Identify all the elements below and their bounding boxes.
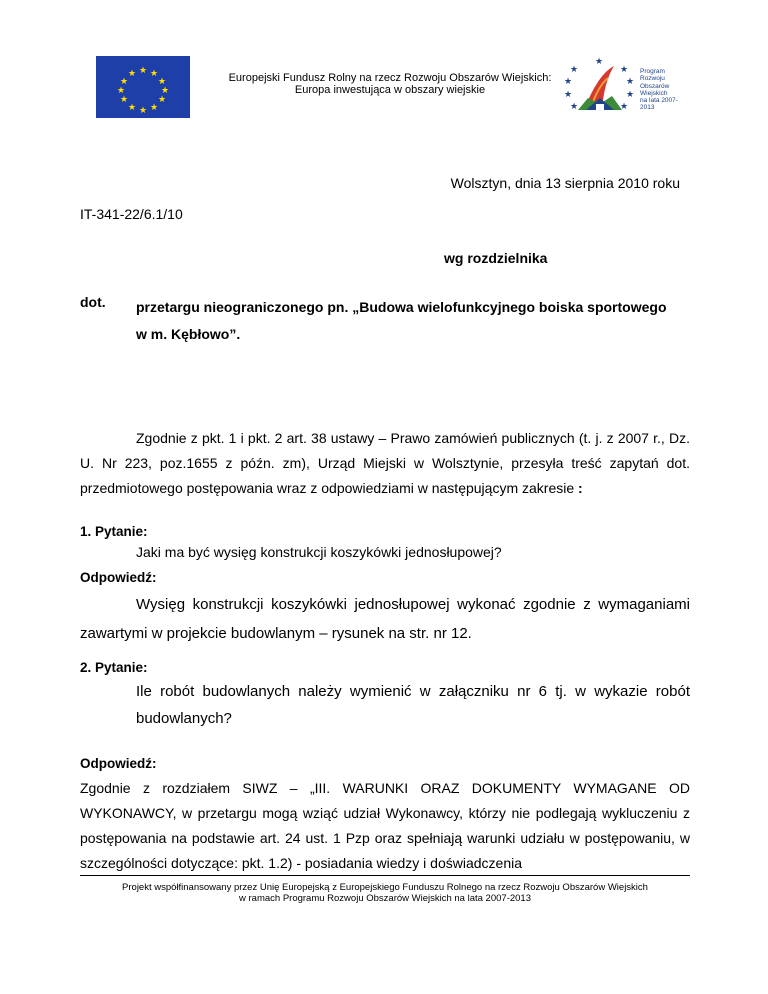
svg-text:★: ★	[157, 95, 167, 105]
eu-stars-icon	[96, 56, 190, 118]
eafrd-header	[195, 72, 585, 96]
svg-text:★: ★	[569, 102, 579, 112]
prow-line-rozwoju	[640, 75, 690, 82]
reference-number: IT-341-22/6.1/10	[80, 206, 183, 222]
svg-text:★: ★	[119, 77, 129, 87]
question-1-label: 1. Pytanie:	[80, 524, 148, 539]
answer-2-label: Odpowiedź:	[80, 756, 157, 771]
svg-text:★: ★	[619, 65, 629, 75]
question-2-label: 2. Pytanie:	[80, 660, 148, 675]
prow-line-3: Wiejskich	[640, 89, 668, 97]
svg-text:★: ★	[594, 57, 604, 67]
subject-label: dot.	[80, 294, 106, 310]
subject-line-2: w m. Kębłowo”.	[136, 326, 241, 342]
svg-text:★: ★	[619, 102, 629, 112]
prow-line-0: Program	[640, 68, 665, 75]
answer-2-text: Zgodnie z rozdziałem SIWZ – „III. WARUNKI ORAZ DOKUMENTY WYMAGANE OD WYKONAWCY, w przetargu mogą wziąć udział Wykonawcy, którzy nie podlegają wykluczeniu z postępowania na podstawie art. 24 ust. 1 Pzp oraz spełniają warunki udziału w postępowaniu, w szczególności dotyczące: pkt. 1.2) - posiadania wiedzy i doświadczenia	[80, 780, 690, 871]
eu-flag-logo	[96, 56, 190, 118]
svg-text:★: ★	[569, 65, 579, 75]
eafrd-header-line1: Europejski Fundusz Rolny na rzecz Rozwoju Obszarów Wiejskich:	[228, 72, 552, 84]
svg-text:★: ★	[127, 103, 137, 113]
prow-line-program	[640, 68, 690, 75]
eafrd-header-line2: Europa inwestująca w obszary wiejskie	[294, 84, 486, 96]
svg-text:★: ★	[149, 103, 159, 113]
svg-text:★: ★	[625, 77, 635, 87]
footer	[80, 882, 690, 904]
footer-divider	[80, 875, 690, 876]
subject-line-1: przetargu nieograniczonego pn. „Budowa wielofunkcyjnego boiska sportowego	[136, 299, 667, 315]
svg-text:★: ★	[138, 66, 148, 76]
prow-line-years	[640, 97, 690, 112]
svg-text:★: ★	[563, 90, 573, 100]
answer-1-label: Odpowiedź:	[80, 570, 157, 585]
prow-line-obszarow	[640, 83, 690, 90]
answer-1-text	[80, 590, 690, 648]
letter-date: Wolsztyn, dnia 13 sierpnia 2010 roku	[450, 175, 680, 191]
prow-line-wiejskich	[640, 90, 690, 97]
question-2-text: Ile robót budowlanych należy wymienić w załączniku nr 6 tj. w wykazie robót budowlanych?	[136, 683, 690, 727]
intro-colon: :	[578, 480, 583, 496]
prow-line-2: Obszarów	[640, 82, 670, 90]
svg-text:★: ★	[119, 95, 129, 105]
svg-text:★: ★	[138, 106, 148, 116]
svg-text:★: ★	[157, 77, 167, 87]
svg-text:★: ★	[563, 77, 573, 87]
answer-1-body: Wysięg konstrukcji koszykówki jednosłupowej wykonać zgodnie z wymaganiami zawartymi w projekcie budowlanym – rysunek na str. nr 12.	[80, 596, 690, 642]
prow-emblem-icon	[560, 52, 640, 122]
prow-line-4: na lata 2007-2013	[640, 97, 678, 112]
prow-logo	[560, 52, 690, 122]
prow-line-1: Rozwoju	[640, 75, 665, 83]
recipient: wg rozdzielnika	[444, 250, 548, 266]
footer-line-2: w ramach Programu Rozwoju Obszarów Wiejskich na lata 2007-2013	[239, 893, 531, 904]
svg-text:★: ★	[625, 90, 635, 100]
question-1-text: Jaki ma być wysięg konstrukcji koszykówki jednosłupowej?	[136, 544, 502, 560]
svg-text:★: ★	[116, 86, 126, 96]
prow-logo-text	[640, 68, 690, 112]
footer-line-1: Projekt współfinansowany przez Unię Europejską z Europejskiego Funduszu Rolnego na rzecz Rozwoju Obszarów Wiejskich	[122, 882, 648, 893]
svg-text:★: ★	[160, 86, 170, 96]
svg-text:★: ★	[149, 69, 159, 79]
subject	[136, 294, 696, 348]
intro-text: Zgodnie z pkt. 1 i pkt. 2 art. 38 ustawy – Prawo zamówień publicznych (t. j. z 2007 r., Dz. U. Nr 223, poz.1655 z późn. zm), Urząd Miejski w Wolsztynie, przesyła treść zapytań dot. przedmiotowego postępowania wraz z odpowiedziami w następującym zakresie	[80, 430, 690, 496]
svg-text:★: ★	[127, 69, 137, 79]
intro-paragraph	[80, 426, 690, 501]
